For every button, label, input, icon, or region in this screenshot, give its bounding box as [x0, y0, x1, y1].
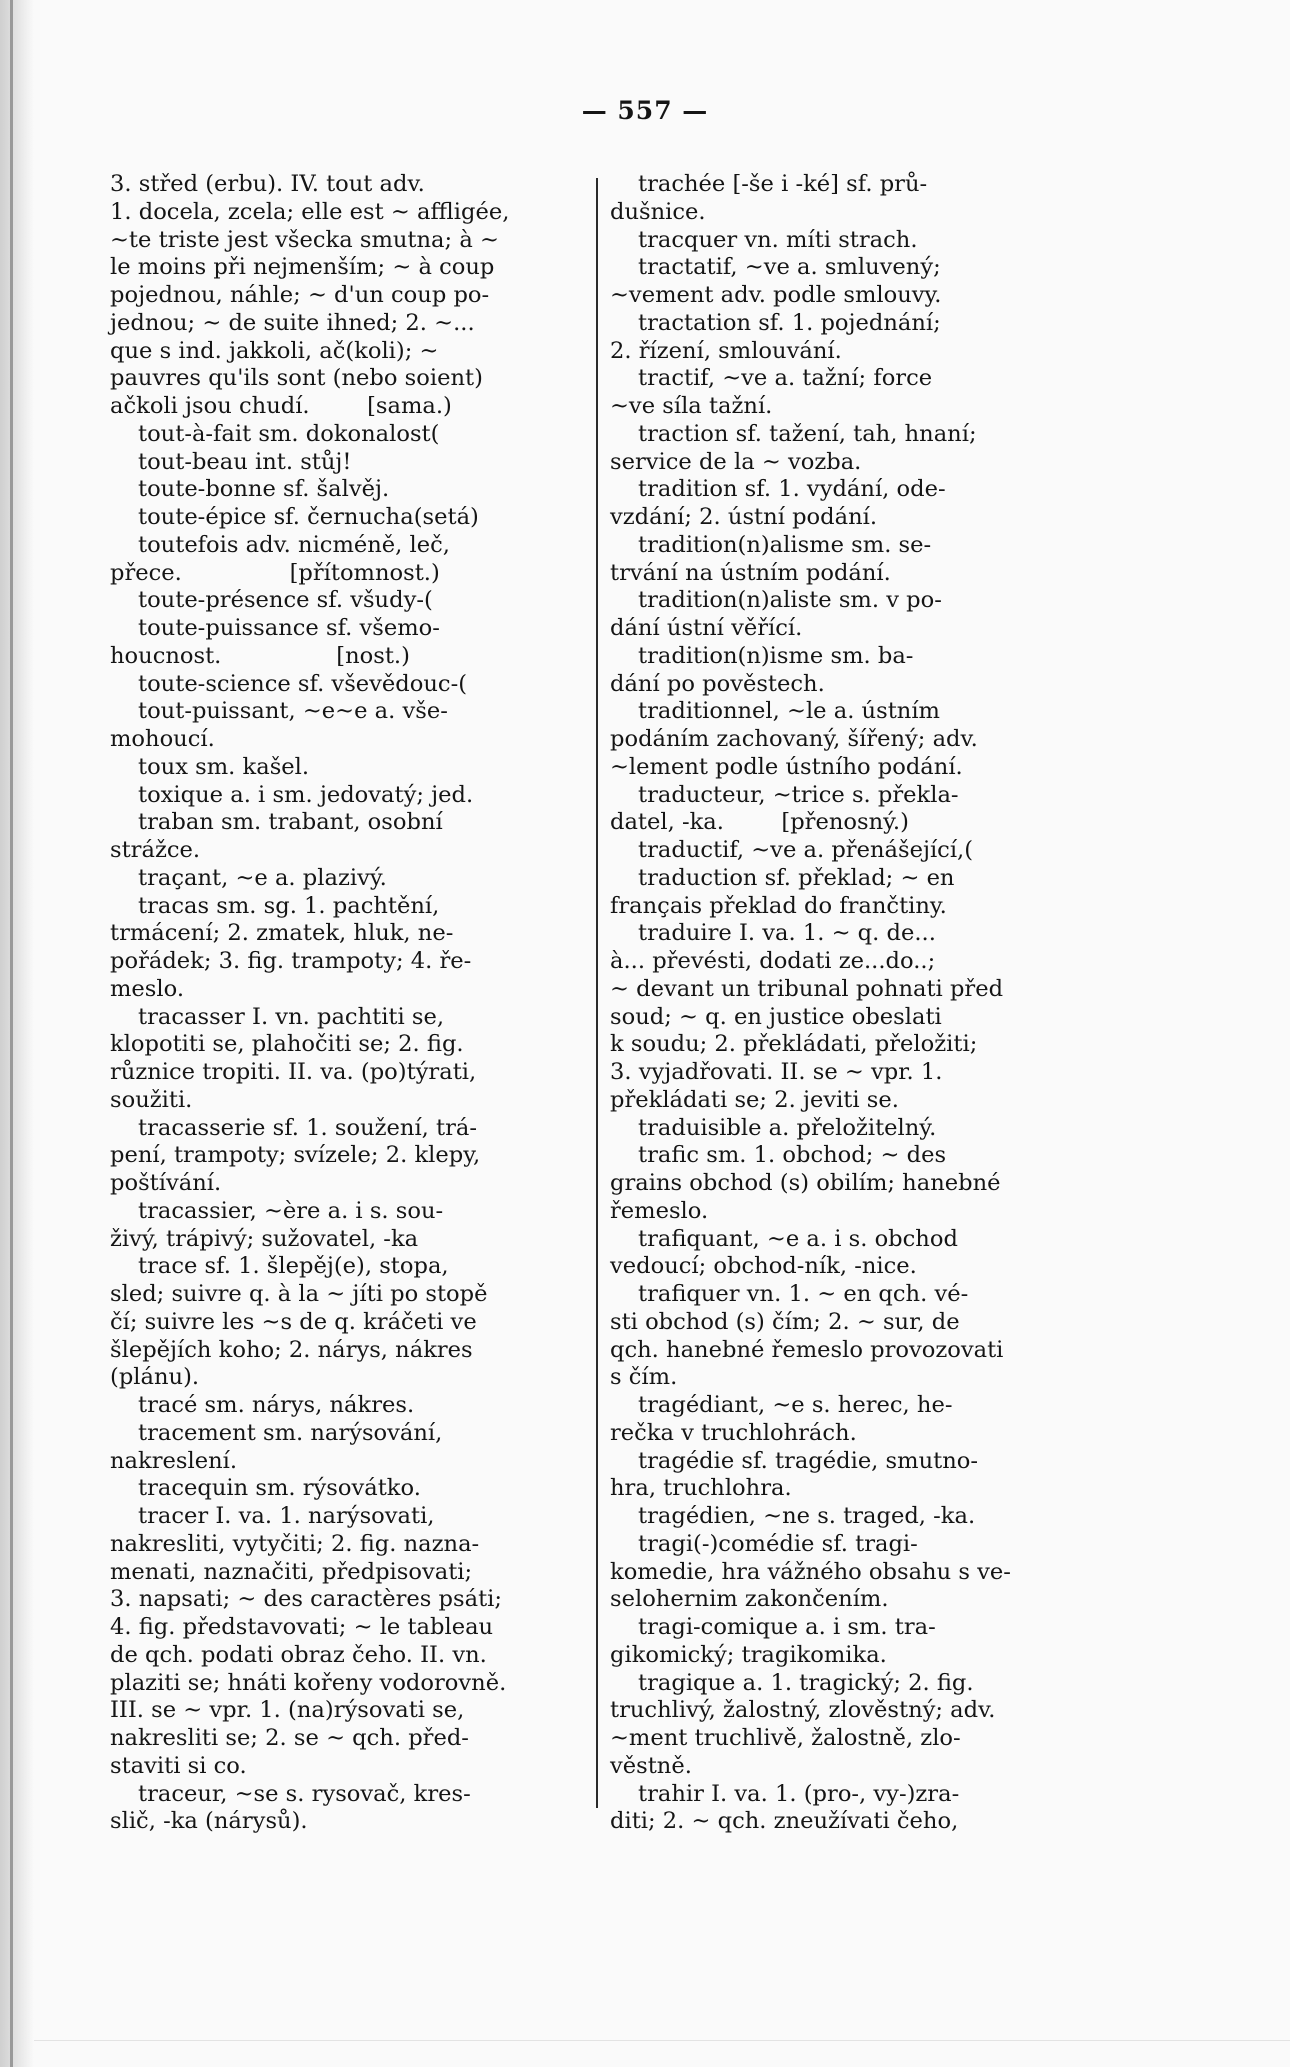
dictionary-line: III. se ~ vpr. 1. (na)rýsovati se,	[110, 1697, 465, 1724]
dictionary-line: trafiquer vn. 1. ~ en qch. vé-	[638, 1281, 969, 1307]
dictionary-line: à... převésti, dodati ze...do..;	[610, 948, 936, 974]
dictionary-line: vedoucí; obchod-ník, -nice.	[610, 1253, 917, 1280]
dictionary-line: dušnice.	[610, 198, 706, 225]
dictionary-line: nakreslení.	[110, 1447, 238, 1474]
dictionary-line: čí; suivre les ~s de q. kráčeti ve	[110, 1308, 477, 1335]
dictionary-line: qch. hanebné řemeslo provozovati	[610, 1336, 1004, 1363]
dictionary-line: trace sf. 1. šlepěj(e), stopa,	[138, 1253, 449, 1280]
dictionary-line: tout-à-fait sm. dokonalost(	[138, 420, 440, 447]
dictionary-line: tragédien, ~ne s. traged, -ka.	[638, 1503, 976, 1529]
dictionary-line: toxique a. i sm. jedovatý; jed.	[138, 781, 474, 808]
dictionary-line: ~ve síla tažní.	[610, 393, 773, 419]
dictionary-line: trvání na ústním podání.	[610, 559, 891, 586]
right-column	[610, 171, 1085, 1836]
dictionary-line: diti; 2. ~ qch. zneužívati čeho,	[610, 1808, 959, 1835]
dictionary-line: trahir I. va. 1. (pro-, vy-)zra-	[638, 1780, 960, 1807]
dictionary-line: slič, -ka (nárysů).	[110, 1808, 308, 1835]
dictionary-line: trmácení; 2. zmatek, hluk, ne-	[110, 920, 454, 947]
dictionary-line: živý, trápivý; sužovatel, -ka	[110, 1225, 419, 1252]
dictionary-line: toute-bonne sf. šalvěj.	[138, 476, 390, 503]
dictionary-line: vzdání; 2. ústní podání.	[610, 504, 878, 530]
dictionary-line: nakresliti se; 2. se ~ qch. před-	[110, 1725, 469, 1751]
dictionary-line: tradition(n)aliste sm. v po-	[638, 587, 942, 614]
dictionary-line: traduction sf. překlad; ~ en	[638, 864, 955, 891]
dictionary-line: tracasser I. vn. pachtiti se,	[138, 1003, 445, 1030]
dictionary-line: 3. napsati; ~ des caractères psáti;	[110, 1586, 503, 1613]
dictionary-line: menati, naznačiti, předpisovati;	[110, 1558, 473, 1585]
dictionary-line: service de la ~ vozba.	[610, 448, 862, 475]
dictionary-line: tracas sm. sg. 1. pachtění,	[138, 892, 440, 919]
dictionary-line: toute-épice sf. černucha(setá)	[138, 504, 479, 530]
dictionary-line: rečka v truchlohrách.	[610, 1419, 857, 1446]
dictionary-line: komedie, hra vážného obsahu s ve-	[610, 1558, 1011, 1585]
dictionary-line: gikomický; tragikomika.	[610, 1641, 887, 1668]
dictionary-line: ačkoli jsou chudí. [sama.)	[110, 393, 452, 419]
dictionary-line: tragique a. 1. tragický; 2. fig.	[638, 1669, 974, 1696]
dictionary-line: de qch. podati obraz čeho. II. vn.	[110, 1641, 487, 1668]
dictionary-line: trafic sm. 1. obchod; ~ des	[638, 1142, 947, 1169]
dictionary-line: mohoucí.	[110, 726, 215, 752]
dictionary-line: traductif, ~ve a. přenášející,(	[638, 837, 974, 863]
dictionary-line: věstně.	[610, 1752, 692, 1779]
dictionary-line: řemeslo.	[610, 1197, 709, 1224]
dictionary-line: tradition(n)isme sm. ba-	[638, 642, 914, 669]
dictionary-line: tracé sm. nárys, nákres.	[138, 1392, 415, 1418]
left-column	[110, 171, 580, 1836]
dictionary-line: strážce.	[110, 837, 201, 863]
dictionary-line: français překlad do frančtiny.	[610, 892, 947, 919]
dictionary-line: přece. [přítomnost.)	[110, 559, 440, 586]
dictionary-line: pojednou, náhle; ~ d'un coup po-	[110, 282, 490, 308]
dictionary-line: šlepějích koho; 2. nárys, nákres	[110, 1336, 473, 1363]
dictionary-line: meslo.	[110, 975, 185, 1002]
dictionary-line: datel, -ka. [přenosný.)	[610, 809, 909, 836]
dictionary-line: tracquer vn. míti strach.	[638, 226, 918, 253]
dictionary-line: dání ústní věřící.	[610, 615, 803, 641]
dictionary-line: tracer I. va. 1. narýsovati,	[138, 1503, 435, 1529]
dictionary-line: nakresliti, vytyčiti; 2. fig. nazna-	[110, 1530, 480, 1557]
dictionary-line: pauvres qu'ils sont (nebo soient)	[110, 365, 483, 392]
dictionary-line: traban sm. trabant, osobní	[138, 809, 443, 836]
dictionary-line: plaziti se; hnáti kořeny vodorovně.	[110, 1669, 507, 1696]
dictionary-line: toute-puissance sf. všemo-	[138, 615, 440, 641]
dictionary-line: traction sf. tažení, tah, hnaní;	[638, 420, 977, 447]
dictionary-line: soud; ~ q. en justice obeslati	[610, 1003, 942, 1030]
dictionary-line: sled; suivre q. à la ~ jíti po stopě	[110, 1281, 488, 1307]
dictionary-line: tradition(n)alisme sm. se-	[638, 531, 932, 558]
dictionary-line: tout-beau int. stůj!	[138, 448, 352, 475]
dictionary-line: traçant, ~e a. plazivý.	[138, 864, 387, 891]
dictionary-line: tracasserie sf. 1. soužení, trá-	[138, 1114, 478, 1141]
dictionary-line: překládati se; 2. jeviti se.	[610, 1086, 899, 1113]
dictionary-line: trachée [-še i -ké] sf. prů-	[638, 171, 928, 197]
dictionary-line: ~ devant un tribunal pohnati před	[610, 975, 1004, 1002]
dictionary-line: soužiti.	[110, 1086, 193, 1113]
dictionary-line: traduisible a. přeložitelný.	[638, 1114, 937, 1141]
dictionary-line: sti obchod (s) čím; 2. ~ sur, de	[610, 1308, 960, 1335]
dictionary-line: toute-science sf. vševědouc-(	[138, 670, 468, 697]
dictionary-line: poštívání.	[110, 1170, 222, 1196]
dictionary-line: toux sm. kašel.	[138, 753, 310, 780]
dictionary-line: tractatif, ~ve a. smluvený;	[638, 254, 941, 281]
dictionary-line: podáním zachovaný, šířený; adv.	[610, 726, 978, 752]
dictionary-line: 3. střed (erbu). IV. tout adv.	[110, 171, 425, 197]
dictionary-line: tout-puissant, ~e~e a. vše-	[138, 698, 448, 725]
dictionary-line: ~te triste jest všecka smutna; à ~	[110, 226, 499, 253]
dictionary-line: klopotiti se, plahočiti se; 2. fig.	[110, 1031, 464, 1058]
dictionary-line: dání po pověstech.	[610, 670, 825, 697]
dictionary-line: traduire I. va. 1. ~ q. de...	[638, 920, 936, 947]
dictionary-line: toute-présence sf. všudy-(	[138, 587, 433, 614]
dictionary-line: k soudu; 2. překládati, přeložiti;	[610, 1031, 978, 1058]
dictionary-line: selohernim zakončením.	[610, 1586, 889, 1613]
page-number: — 557 —	[581, 96, 709, 125]
dictionary-line: ~vement adv. podle smlouvy.	[610, 282, 942, 308]
dictionary-line: que s ind. jakkoli, ač(koli); ~	[110, 337, 439, 364]
dictionary-line: traditionnel, ~le a. ústním	[638, 698, 940, 725]
dictionary-line: traducteur, ~trice s. překla-	[638, 781, 959, 808]
dictionary-line: houcnost. [nost.)	[110, 642, 410, 669]
dictionary-line: jednou; ~ de suite ihned; 2. ~...	[110, 309, 475, 336]
scan-binding-shadow	[10, 0, 13, 2067]
dictionary-line: tracement sm. narýsování,	[138, 1419, 443, 1446]
dictionary-line: 4. fig. představovati; ~ le tableau	[110, 1614, 494, 1640]
dictionary-line: tracassier, ~ère a. i s. sou-	[138, 1197, 444, 1224]
dictionary-line: toutefois adv. nicméně, leč,	[138, 531, 450, 558]
column-divider	[596, 178, 598, 1808]
dictionary-line: tragédie sf. tragédie, smutno-	[638, 1447, 978, 1474]
dictionary-line: 2. řízení, smlouvání.	[610, 337, 842, 364]
dictionary-line: traceur, ~se s. rysovač, kres-	[138, 1780, 471, 1807]
dictionary-line: hra, truchlohra.	[610, 1475, 792, 1502]
dictionary-line: tractation sf. 1. pojednání;	[638, 309, 941, 336]
page-bottom-edge	[34, 2040, 1290, 2041]
scan-page-edge	[0, 0, 34, 2067]
dictionary-line: ~ment truchlivě, žalostně, zlo-	[610, 1725, 961, 1751]
dictionary-line: tragédiant, ~e s. herec, he-	[638, 1392, 953, 1418]
dictionary-line: tradition sf. 1. vydání, ode-	[638, 476, 946, 503]
dictionary-line: trafiquant, ~e a. i s. obchod	[638, 1225, 958, 1252]
dictionary-line: (plánu).	[110, 1364, 200, 1391]
dictionary-line: různice tropiti. II. va. (po)týrati,	[110, 1059, 477, 1085]
dictionary-line: pořádek; 3. fig. trampoty; 4. ře-	[110, 948, 472, 974]
dictionary-line: staviti si co.	[110, 1752, 247, 1779]
dictionary-line: truchlivý, žalostný, zlověstný; adv.	[610, 1697, 996, 1724]
dictionary-line: s čím.	[610, 1364, 678, 1391]
dictionary-line: 1. docela, zcela; elle est ~ affligée,	[110, 198, 510, 225]
dictionary-line: ~lement podle ústního podání.	[610, 753, 963, 780]
dictionary-line: le moins při nejmenším; ~ à coup	[110, 254, 495, 281]
dictionary-line: grains obchod (s) obilím; hanebné	[610, 1170, 1001, 1196]
dictionary-line: tracequin sm. rýsovátko.	[138, 1475, 421, 1502]
dictionary-line: pení, trampoty; svízele; 2. klepy,	[110, 1142, 481, 1169]
dictionary-line: tragi-comique a. i sm. tra-	[638, 1614, 936, 1640]
dictionary-line: tractif, ~ve a. tažní; force	[638, 365, 933, 392]
dictionary-line: tragi(-)comédie sf. tragi-	[638, 1530, 918, 1557]
dictionary-line: 3. vyjadřovati. II. se ~ vpr. 1.	[610, 1059, 943, 1085]
